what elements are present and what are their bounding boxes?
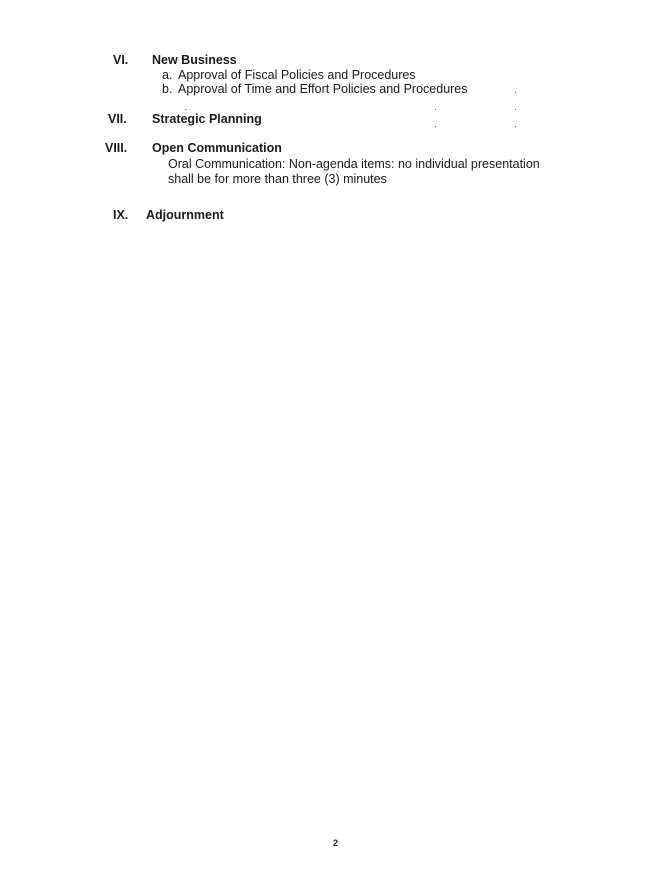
- item-marker-b: b.: [162, 82, 173, 96]
- scan-speck: [515, 126, 516, 127]
- section-title-new-business: New Business: [152, 53, 237, 67]
- section-title-open-communication: Open Communication: [152, 141, 282, 155]
- item-marker-a: a.: [162, 68, 173, 82]
- scan-speck: [185, 109, 186, 110]
- section-numeral-viii: VIII.: [105, 141, 128, 155]
- section-numeral-vi: VI.: [113, 53, 129, 67]
- item-text-fiscal-policies: Approval of Fiscal Policies and Procedures: [178, 68, 416, 82]
- scan-speck: [515, 109, 516, 110]
- section-numeral-vii: VII.: [108, 112, 127, 126]
- scan-speck: [435, 126, 436, 127]
- section-title-adjournment: Adjournment: [146, 208, 224, 222]
- scan-speck: [515, 92, 516, 93]
- page-number: 2: [332, 838, 338, 848]
- body-line-time-limit: shall be for more than three (3) minutes: [168, 172, 387, 186]
- body-line-oral-communication: Oral Communication: Non-agenda items: no individual presentation: [168, 157, 540, 171]
- scan-speck: [435, 109, 436, 110]
- section-title-strategic-planning: Strategic Planning: [152, 112, 262, 126]
- item-text-time-effort-policies: Approval of Time and Effort Policies and Procedures: [178, 82, 468, 96]
- section-numeral-ix: IX.: [113, 208, 129, 222]
